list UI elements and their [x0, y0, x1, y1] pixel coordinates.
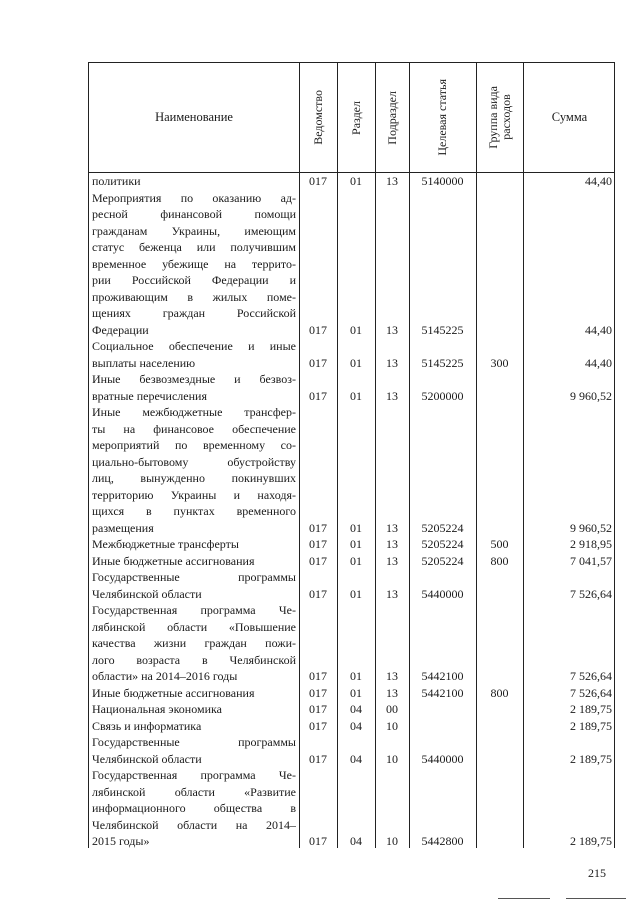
row-vedomstvo: 017: [309, 685, 327, 700]
header-vedomstvo: [299, 63, 337, 172]
table-row: [89, 338, 616, 371]
row-vedomstvo: 017: [309, 322, 327, 337]
row-name: [89, 701, 296, 718]
row-name-line: лябинской области «Повышение: [92, 619, 296, 634]
row-name-line: вратные перечисления: [92, 388, 207, 403]
row-vedomstvo: 017: [309, 388, 327, 403]
row-name: [89, 767, 296, 850]
table-row: [89, 190, 616, 339]
row-podrazdel: 10: [386, 718, 398, 733]
row-vedomstvo: 017: [309, 669, 327, 683]
row-name-line: гражданам Украины, имеющим: [92, 223, 296, 238]
row-name: [89, 173, 296, 190]
row-podrazdel: 13: [386, 586, 398, 601]
row-name-line: Государственная программа Че-: [92, 768, 296, 782]
row-name-line: щихся в пунктах временного: [92, 504, 296, 518]
table-row: [89, 553, 616, 570]
row-razdel: 01: [350, 537, 362, 551]
row-summa: 2 918,95: [570, 537, 612, 551]
row-name-line: временное убежище на террито-: [92, 256, 296, 271]
row-name: [89, 569, 296, 602]
row-summa: 44,40: [585, 322, 612, 337]
row-gruppa: [476, 668, 523, 685]
row-name: [89, 338, 296, 371]
table-row: [89, 602, 616, 685]
row-vedomstvo: 017: [309, 718, 327, 733]
row-name-line: мероприятий по временному со-: [92, 438, 296, 452]
row-name-line: статус беженца или получившим: [92, 240, 296, 254]
row-gruppa: [476, 520, 523, 537]
row-vedomstvo: 017: [309, 553, 327, 568]
row-podrazdel: 13: [386, 520, 398, 535]
row-razdel: 04: [350, 751, 362, 766]
table-row: [89, 569, 616, 602]
row-name-line: рии Российской Федерации и: [92, 273, 296, 287]
row-name-line: Государственные программы: [92, 570, 296, 584]
row-name: [89, 602, 296, 685]
table-row: [89, 685, 616, 702]
footer-rule: [566, 898, 626, 899]
row-podrazdel: 00: [386, 702, 398, 716]
row-name-line: Национальная экономика: [92, 702, 222, 716]
row-name-line: Иные межбюджетные трансфер-: [92, 405, 296, 419]
table-row: [89, 173, 616, 190]
header-vedomstvo-label: Ведомство: [310, 90, 325, 145]
row-name: [89, 536, 296, 553]
table-row: [89, 767, 616, 850]
row-celevaya: 5205224: [421, 553, 464, 568]
header-celevaya: [409, 63, 476, 172]
row-name: [89, 718, 296, 735]
row-gruppa: [476, 833, 523, 850]
row-name-line: ты на финансовое обеспечение: [92, 421, 296, 436]
row-vedomstvo: 017: [309, 834, 327, 848]
header-celevaya-label: Целевая статья: [435, 79, 449, 156]
table-row: [89, 536, 616, 553]
header-name: Наименование: [155, 110, 233, 124]
row-summa: 44,40: [585, 355, 612, 370]
header-razdel: [337, 63, 375, 172]
row-celevaya: [409, 701, 476, 718]
row-razdel: 01: [350, 388, 362, 403]
row-razdel: 01: [350, 669, 362, 683]
row-razdel: 01: [350, 553, 362, 568]
row-vedomstvo: 017: [309, 702, 327, 716]
row-summa: 9 960,52: [570, 388, 612, 403]
row-name-line: Иные бюджетные ассигнования: [92, 553, 255, 568]
table-row: [89, 404, 616, 536]
row-summa: 7 526,64: [570, 669, 612, 683]
row-summa: 2 189,75: [570, 718, 612, 733]
row-podrazdel: 13: [386, 685, 398, 700]
table-row: [89, 371, 616, 404]
row-gruppa: 300: [490, 355, 509, 370]
row-celevaya: 5145225: [421, 322, 464, 337]
row-name-line: качества жизни граждан пожи-: [92, 636, 296, 650]
row-name: [89, 371, 296, 404]
header-podrazdel-label: Подраздел: [384, 90, 399, 145]
row-summa: 2 189,75: [570, 702, 612, 716]
row-podrazdel: 13: [386, 537, 398, 551]
row-gruppa: 500: [490, 537, 509, 551]
row-celevaya: 5442100: [421, 669, 464, 683]
row-name: [89, 685, 296, 702]
row-summa: 7 041,57: [570, 553, 612, 568]
header-podrazdel: [375, 63, 409, 172]
row-name-line: лябинской области «Развитие: [92, 784, 296, 799]
row-name-line: области» на 2014–2016 годы: [92, 669, 238, 683]
row-name-line: Иные безвозмездные и безвоз-: [92, 372, 296, 386]
table-row: [89, 701, 616, 718]
row-podrazdel: 13: [386, 669, 398, 683]
row-gruppa: 800: [490, 553, 509, 568]
header-gruppa-label: Группа вида расходов: [485, 86, 513, 149]
row-celevaya: 5440000: [421, 751, 464, 766]
row-gruppa: [476, 388, 523, 405]
row-razdel: 01: [350, 685, 362, 700]
row-celevaya: [409, 718, 476, 735]
row-name-line: Федерации: [92, 322, 149, 337]
row-name-line: Челябинской области: [92, 586, 202, 601]
row-summa: 7 526,64: [570, 586, 612, 601]
row-razdel: 01: [350, 174, 362, 188]
row-razdel: 04: [350, 702, 362, 716]
row-summa: 2 189,75: [570, 751, 612, 766]
row-celevaya: 5440000: [421, 586, 464, 601]
row-name-line: выплаты населению: [92, 355, 196, 370]
row-podrazdel: 13: [386, 174, 398, 188]
row-podrazdel: 13: [386, 388, 398, 403]
row-vedomstvo: 017: [309, 537, 327, 551]
row-name-line: Челябинской области: [92, 751, 202, 766]
table-body: [89, 173, 616, 850]
row-razdel: 04: [350, 834, 362, 848]
row-gruppa: [476, 718, 523, 735]
footer-rule: [498, 898, 550, 899]
row-name: [89, 190, 296, 339]
row-summa: 7 526,64: [570, 685, 612, 700]
row-razdel: 01: [350, 322, 362, 337]
page-number: 215: [588, 866, 606, 880]
row-name-line: Государственные программы: [92, 735, 296, 749]
row-summa: 2 189,75: [570, 834, 612, 848]
row-name-line: Иные бюджетные ассигнования: [92, 685, 255, 700]
row-name-line: Челябинской области на 2014–: [92, 817, 296, 832]
row-name-line: Межбюджетные трансферты: [92, 537, 239, 551]
header-summa: Сумма: [551, 110, 588, 124]
row-vedomstvo: 017: [309, 520, 327, 535]
row-celevaya: 5442100: [421, 685, 464, 700]
row-vedomstvo: 017: [309, 586, 327, 601]
row-podrazdel: 13: [386, 322, 398, 337]
row-name-line: Связь и информатика: [92, 718, 202, 733]
row-summa: 9 960,52: [570, 520, 612, 535]
row-name-line: политики: [92, 174, 141, 188]
row-razdel: 01: [350, 355, 362, 370]
row-celevaya: 5205224: [421, 537, 464, 551]
row-name-line: проживающим в жилых поме-: [92, 289, 296, 304]
row-podrazdel: 13: [386, 553, 398, 568]
budget-table: [88, 62, 615, 848]
row-name-line: информационного общества в: [92, 801, 296, 815]
row-gruppa: [476, 173, 523, 190]
row-name-line: лиц, вынужденно покинувших: [92, 471, 296, 485]
row-name: [89, 734, 296, 767]
row-name-line: Государственная программа Че-: [92, 603, 296, 617]
row-razdel: 04: [350, 718, 362, 733]
row-celevaya: 5140000: [421, 174, 464, 188]
row-razdel: 01: [350, 586, 362, 601]
row-name-line: Социальное обеспечение и иные: [92, 339, 296, 353]
row-podrazdel: 10: [386, 834, 398, 848]
row-podrazdel: 13: [386, 355, 398, 370]
row-vedomstvo: 017: [309, 355, 327, 370]
row-name-line: Мероприятия по оказанию ад-: [92, 190, 296, 205]
row-name-line: территорию Украины и находя-: [92, 487, 296, 502]
header-razdel-label: Раздел: [348, 100, 363, 135]
row-name-line: щениях граждан Российской: [92, 306, 296, 320]
row-gruppa: [476, 701, 523, 718]
row-name-line: циально-бытовому обустройству: [92, 454, 296, 469]
row-gruppa: 800: [490, 685, 509, 700]
row-gruppa: [476, 751, 523, 768]
row-summa: 44,40: [585, 174, 612, 188]
header-gruppa: [476, 63, 523, 172]
row-name-line: лого возраста в Челябинской: [92, 652, 296, 667]
row-razdel: 01: [350, 520, 362, 535]
row-gruppa: [476, 586, 523, 603]
row-celevaya: 5145225: [421, 355, 464, 370]
row-celevaya: 5205224: [421, 520, 464, 535]
row-name: [89, 404, 296, 536]
row-vedomstvo: 017: [309, 751, 327, 766]
row-name: [89, 553, 296, 570]
row-name-line: 2015 годы»: [92, 834, 150, 848]
row-name-line: ресной финансовой помощи: [92, 207, 296, 221]
table-row: [89, 718, 616, 735]
row-podrazdel: 10: [386, 751, 398, 766]
row-celevaya: 5442800: [421, 834, 464, 848]
row-celevaya: 5200000: [421, 388, 464, 403]
row-vedomstvo: 017: [309, 174, 327, 188]
table-row: [89, 734, 616, 767]
row-name-line: размещения: [92, 520, 154, 535]
row-gruppa: [476, 322, 523, 339]
